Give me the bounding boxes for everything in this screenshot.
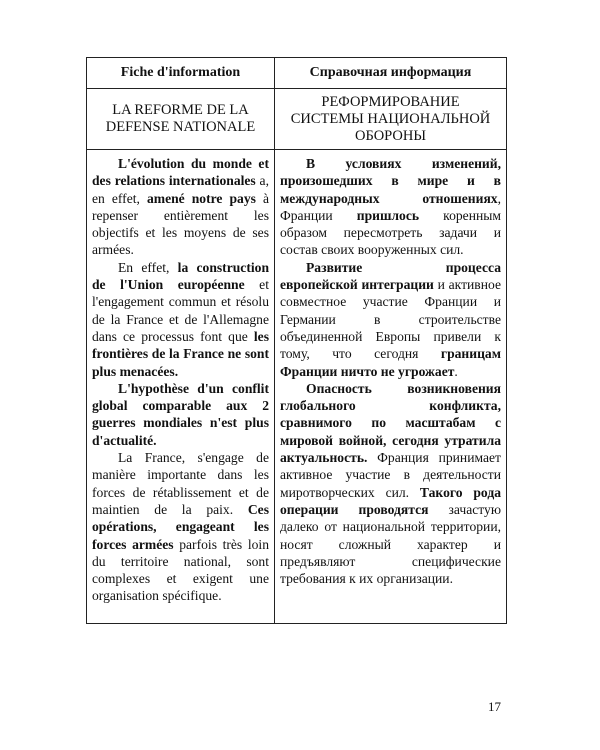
ru-p1-text-1: , Франции — [280, 190, 501, 223]
ru-paragraph-3 — [280, 380, 501, 588]
fr-paragraph-3 — [92, 380, 269, 449]
fr-p4-bold-1: Ces opérations, engageant les forces armées — [92, 501, 269, 552]
ru-p2-bold-2: границам Франции ничто не угрожает — [280, 346, 501, 379]
ru-p2-text-2: . — [454, 363, 458, 379]
title-right-line-2: СИСТЕМЫ НАЦИОНАЛЬНОЙ — [290, 110, 491, 127]
fr-paragraph-2 — [92, 259, 269, 380]
header-left: Fiche d'information — [87, 58, 275, 89]
ru-p3-text-2: зачастую далеко от национальной территории, носят сложный характер и предъявляют специфические требования к их организации. — [280, 501, 501, 587]
fr-p1-bold-2: amené notre pays — [146, 190, 256, 206]
ru-p3-bold-1: Опасность возникновения глобального конфликта, сравнимого по масштабам с мировой войной, сегодня утратила актуальность. — [280, 380, 501, 466]
fr-paragraph-4 — [92, 449, 269, 605]
ru-p1-bold-1: В условиях изменений, произошедших в мире и в международных отношениях — [280, 156, 501, 206]
header-right: Справочная информация — [275, 58, 507, 89]
fr-p1-bold-1: L'évolution du monde et des relations internationales — [92, 156, 269, 189]
russian-column — [275, 150, 507, 624]
header-row — [87, 58, 507, 89]
fr-p2-bold-1: la construction de l'Union européenne — [92, 259, 269, 293]
fr-p4-text-2: parfois très loin du territoire national, sont complexes et exigent une organisation spécifique. — [92, 536, 269, 604]
ru-p3-bold-2: Такого рода операции проводятся — [280, 484, 501, 517]
title-right-line-3: ОБОРОНЫ — [355, 127, 426, 144]
page-number: 17 — [488, 699, 501, 714]
title-left — [87, 89, 275, 150]
ru-p1-text-2: коренным образом пересмотреть задачи и состав своих вооруженных сил. — [280, 207, 501, 258]
title-left-line-2: DEFENSE NATIONALE — [105, 119, 256, 135]
title-left-line-1: LA REFORME DE LA — [112, 102, 249, 118]
bilingual-info-table — [86, 57, 507, 624]
title-right — [275, 89, 507, 150]
ru-p2-text-1: и активное совместное участие Франции и Германии в строительстве объединенной Европы привели к тому, что сегодня — [280, 277, 501, 362]
ru-p3-text-1: Франция принимает активное участие в деятельности миротворческих сил. — [280, 450, 501, 500]
ru-p2-bold-1: Развитие процесса европейской интеграции — [280, 259, 501, 293]
ru-p1-bold-2: пришлось — [356, 207, 420, 223]
fr-p3-bold-1: L'hypothèse d'un conflit global comparable aux 2 guerres mondiales n'est plus d'actualité. — [92, 380, 269, 448]
fr-p4-text-1: La France, s'engage de manière importante dans les forces de rétablissement et de maintien de la paix. — [92, 450, 269, 517]
french-column — [87, 150, 275, 624]
fr-p2-text-1: En effet, — [118, 259, 178, 275]
body-row — [87, 150, 507, 624]
title-right-line-1: РЕФОРМИРОВАНИЕ — [321, 93, 460, 110]
ru-paragraph-2 — [280, 259, 501, 380]
title-row — [87, 89, 507, 150]
ru-paragraph-1 — [280, 155, 501, 259]
fr-p2-bold-2: les frontières de la France ne sont plus menacées. — [92, 328, 269, 379]
fr-p1-text-2: à repenser entièrement les objectifs et les moyens de ses armées. — [92, 190, 269, 258]
fr-p2-text-2: et l'engagement commun et résolu de la France et de l'Allemagne dans ce processus font que — [92, 277, 269, 344]
fr-paragraph-1 — [92, 155, 269, 259]
fr-p1-text-1: a, en effet, — [92, 173, 269, 206]
